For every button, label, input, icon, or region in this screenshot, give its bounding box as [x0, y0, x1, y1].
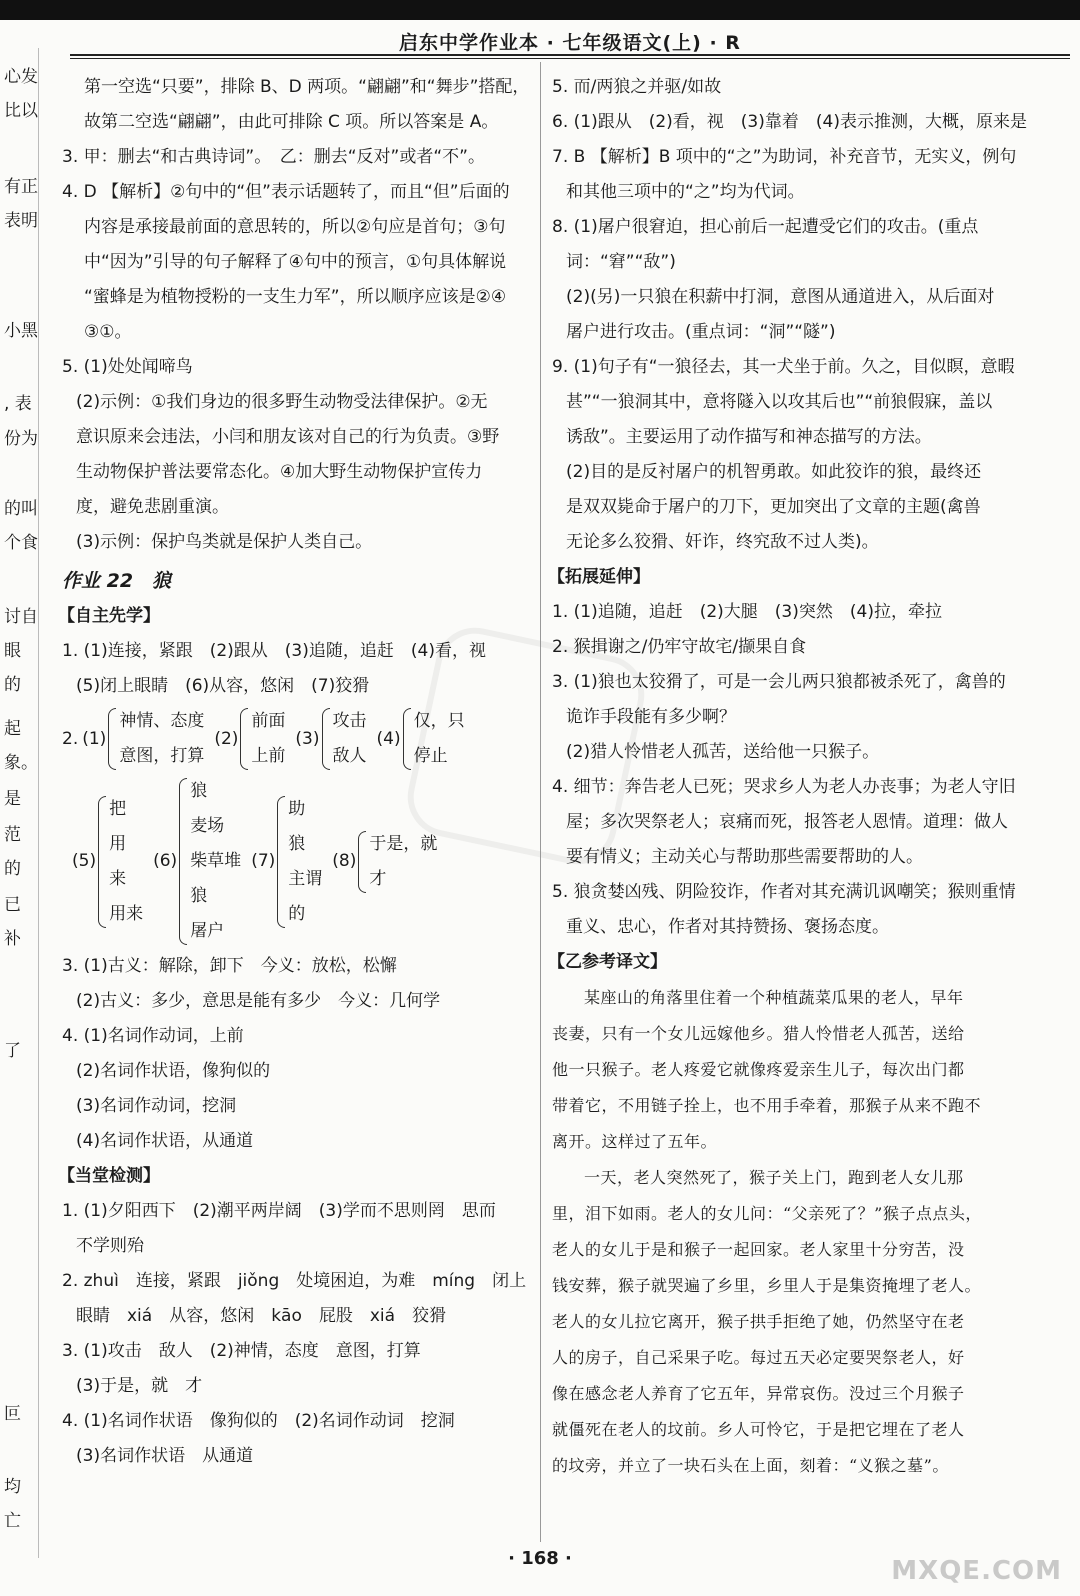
- brace-item: 才: [369, 868, 387, 889]
- margin-fragment: 比以: [4, 101, 38, 121]
- brace-item: 狼: [288, 833, 306, 854]
- answer-4: 4. D 【解析】②句中的“但”表示话题转了，而且“但”后面的: [62, 182, 510, 202]
- answer-8: 8. (1)屠户很窘迫，担心前后一起遭受它们的攻击。(重点: [552, 217, 979, 237]
- brace-group-row-2: [62, 774, 532, 949]
- margin-fragment: 亡: [4, 1511, 21, 1531]
- answer-5: 5. (1)处处闻啼鸟: [62, 357, 193, 377]
- text-line: (2)目的是反衬屠户的机智勇敢。如此狡诈的狼，最终还: [566, 462, 982, 482]
- text-line: 和其他三项中的“之”均为代词。: [566, 182, 805, 202]
- margin-fragment: 叵: [4, 1404, 21, 1424]
- text-line: 屋；多次哭祭老人；哀痛而死，报答老人恩情。道理：做人: [566, 812, 1008, 832]
- text-line: (3)名词作状语 从通道: [76, 1446, 254, 1466]
- answer-2: 2. zhuì 连接，紧跟 jiǒng 处境困迫，为难 míng 闭上: [62, 1271, 527, 1291]
- text-line: (2)古义：多少，意思是能有多少 今义：几何学: [76, 991, 441, 1011]
- margin-fragment: 已: [4, 895, 21, 915]
- brace-item: 狼: [190, 781, 208, 801]
- margin-fragment: 心发: [4, 67, 38, 87]
- text-line: 故第二空选“翩翩”，由此可排除 C 项。所以答案是 A。: [84, 112, 499, 132]
- answer-4: 4. (1)名词作状语 像狗似的 (2)名词作动词 挖洞: [62, 1411, 455, 1431]
- text-line: (2)名词作状语，像狗似的: [76, 1061, 271, 1081]
- text-line: 要有情义；主动关心与帮助那些需要帮助的人。: [566, 847, 923, 867]
- text-line: 诡诈手段能有多少啊？: [566, 707, 736, 727]
- watermark-logo: MXQE.COM: [891, 1556, 1062, 1586]
- answer-3: 3. 甲：删去“和古典诗词”。 乙：删去“反对”或者“不”。: [62, 147, 485, 167]
- translation-paragraph-1: [552, 980, 1057, 1160]
- text-line: (2)猎人怜惜老人孤苦，送给他一只猴子。: [566, 742, 880, 762]
- text-line: 一天，老人突然死了，猴子关上门，跑到老人女儿那: [584, 1168, 964, 1187]
- answer-5: 5. 狼贪婪凶残、阴险狡诈，作者对其充满讥讽嘲笑；猴则重情: [552, 882, 1016, 902]
- right-column: [548, 70, 1057, 1484]
- margin-fragment: 的叫: [4, 499, 38, 519]
- brace-row-content: [72, 774, 447, 949]
- brace-group-number: (5): [72, 851, 97, 871]
- answer-6: 6. (1)跟从 (2)看，视 (3)靠着 (4)表示推测，大概，原来是: [552, 112, 1027, 132]
- text-line: 离开。这样过了五年。: [552, 1132, 718, 1151]
- text-line: (3)于是，就 才: [76, 1376, 203, 1396]
- text-line: 眼睛 xiá 从容，悠闲 kāo 屁股 xiá 狡猾: [76, 1306, 447, 1326]
- brace-item: 屠户: [190, 921, 225, 941]
- brace-item: 前面: [251, 711, 286, 731]
- brace-item: 仅，只: [413, 711, 465, 731]
- brace-group: [82, 704, 204, 774]
- answer-4: 4. (1)名词作动词，上前: [62, 1026, 244, 1046]
- margin-fragment: 均: [4, 1477, 21, 1497]
- brace-group-number: (3): [295, 728, 320, 749]
- translation-paragraph-2: [552, 1160, 1057, 1484]
- left-column: [58, 70, 532, 1474]
- answer-2: 2. 猴揖谢之/仍牢守故宅/撷果自食: [552, 637, 807, 657]
- brace-item: 助: [288, 798, 306, 819]
- brace-bracket: [98, 796, 106, 928]
- margin-fragment: 个食: [4, 533, 38, 553]
- section-heading: 【拓展延伸】: [548, 567, 650, 587]
- brace-item: 来: [109, 868, 127, 889]
- text-line: 生动物保护普法要常态化。④加大野生动物保护宣传力: [76, 462, 483, 482]
- brace-group: [153, 774, 241, 949]
- text-line: 里，泪下如雨。老人的女儿问：“父亲死了？”猴子点点头，: [552, 1204, 982, 1223]
- answer-7: 7. B 【解析】B 项中的“之”为助词，补充音节，无实义，例句: [552, 147, 1017, 167]
- brace-item: 把: [109, 798, 127, 819]
- text-line: 老人的女儿拉它离开，猴子拱手拒绝了她，仍然坚守在老: [552, 1312, 965, 1331]
- top-edge-bar: [0, 0, 1080, 20]
- text-line: 甚”“一狼洞其中，意将隧入以攻其后也”“前狼假寐，盖以: [566, 392, 993, 412]
- brace-group: [377, 704, 465, 774]
- margin-fragment: 份为: [4, 429, 38, 449]
- text-line: 屠户进行攻击。(重点词：“洞”“隧”): [566, 322, 836, 342]
- brace-group: [332, 827, 437, 897]
- text-line: (2)(另)一只狼在积薪中打洞，意图从通道进入，从后面对: [566, 287, 995, 307]
- brace-group-row-1: [62, 704, 532, 774]
- brace-bracket: [322, 708, 330, 770]
- text-line: 无论多么狡猾、奸诈，终究敌不过人类)。: [566, 532, 879, 552]
- brace-group: [251, 792, 322, 932]
- text-line: 中“因为”引导的句子解释了④句中的预言，①句具体解说: [84, 252, 507, 272]
- brace-item: 停止: [413, 746, 448, 766]
- margin-fragment: 的: [4, 675, 21, 695]
- text-line: (4)名词作状语，从通道: [76, 1131, 254, 1151]
- brace-group-number: (2): [214, 728, 239, 749]
- brace-item: 神情、态度: [119, 711, 205, 731]
- text-line: 重义、忠心，作者对其持赞扬、褒扬态度。: [566, 917, 889, 937]
- answer-1: 1. (1)连接，紧跟 (2)跟从 (3)追随，追赶 (4)看，视: [62, 641, 486, 661]
- brace-bracket: [179, 778, 187, 945]
- section-heading: 【乙参考译文】: [548, 952, 667, 972]
- margin-fragment: , 表: [4, 394, 32, 414]
- text-line: 某座山的角落里住着一个种植蔬菜瓜果的老人，早年: [584, 988, 964, 1007]
- section-heading: 【自主先学】: [58, 606, 160, 626]
- text-line: 内容是承接最前面的意思转的，所以②句应是首句；③句: [84, 217, 506, 237]
- answer-9: 9. (1)句子有“一狼径去，其一犬坐于前。久之，目似瞑，意暇: [552, 357, 1015, 377]
- text-line: (3)名词作动词，挖洞: [76, 1096, 237, 1116]
- text-line: (2)示例：①我们身边的很多野生动物受法律保护。②无: [76, 392, 488, 412]
- margin-fragment: 有正: [4, 177, 38, 197]
- brace-item: 上前: [251, 746, 286, 766]
- brace-bracket: [403, 708, 411, 770]
- margin-fragment: 小黑: [4, 321, 38, 341]
- text-line: 不学则殆: [76, 1236, 144, 1256]
- text-line: 钱安葬，猴子就哭遍了乡里，乡里人于是集资掩埋了老人。: [552, 1276, 982, 1295]
- brace-item: 狼: [190, 886, 208, 906]
- text-line: 老人的女儿于是和猴子一起回家。老人家里十分穷苦，没: [552, 1240, 965, 1259]
- header-rule-thin: [70, 58, 1070, 59]
- text-line: 带着它，不用链子拴上，也不用手牵着，那猴子从来不跑不: [552, 1096, 982, 1115]
- brace-item: 麦场: [190, 816, 225, 836]
- margin-fragment: 的: [4, 859, 21, 879]
- answer-1: 1. (1)追随，追赶 (2)大腿 (3)突然 (4)拉，牵拉: [552, 602, 942, 622]
- text-line: 意识原来会违法，小闫和朋友该对自己的行为负责。③野: [76, 427, 500, 447]
- brace-group: [214, 704, 285, 774]
- previous-page-margin-fragments: [0, 58, 42, 1558]
- margin-fragment: 眼: [4, 641, 21, 661]
- answer-1: 1. (1)夕阳西下 (2)潮平两岸阔 (3)学而不思则罔 思而: [62, 1201, 496, 1221]
- margin-fragment: 讨自: [4, 607, 38, 627]
- margin-fragment: 象。: [4, 753, 38, 773]
- text-line: 是双双毙命于屠户的刀下，更加突出了文章的主题(禽兽: [566, 497, 981, 517]
- margin-fragment: 补: [4, 929, 21, 949]
- assignment-title: 作业 22 狼: [62, 570, 172, 592]
- margin-fragment: 范: [4, 825, 21, 845]
- brace-bracket: [358, 831, 366, 893]
- brace-group-number: (1): [82, 728, 107, 749]
- answer-4: 4. 细节：奔告老人已死；哭求乡人为老人办丧事；为老人守旧: [552, 777, 1016, 797]
- page-number: · 168 ·: [508, 1548, 572, 1569]
- text-line: 诱敌”。主要运用了动作描写和神态描写的方法。: [566, 427, 932, 447]
- text-line: 的坟旁，并立了一块石头在上面，刻着：“义猴之墓”。: [552, 1456, 949, 1475]
- text-line: “蜜蜂是为植物授粉的一支生力军”，所以顺序应该是②④: [84, 287, 507, 307]
- text-line: 度，避免悲剧重演。: [76, 497, 229, 517]
- margin-fragment: 表明: [4, 211, 38, 231]
- answer-3: 3. (1)狼也太狡猾了，可是一会儿两只狼都被杀死了，禽兽的: [552, 672, 1006, 692]
- header-rule: [70, 54, 1070, 56]
- margin-fragment: 了: [4, 1041, 21, 1061]
- text-line: 第一空选“只要”，排除 B、D 两项。“翩翩”和“舞步”搭配，: [84, 77, 530, 97]
- brace-item: 主谓: [288, 868, 323, 889]
- brace-group-number: (7): [251, 851, 276, 871]
- brace-item: 的: [288, 903, 306, 924]
- brace-bracket: [240, 708, 248, 770]
- brace-row-content: [82, 704, 474, 774]
- brace-group: [72, 792, 143, 932]
- text-line: 人的房子，自己采果子吃。每过五天必定要哭祭老人，好: [552, 1348, 965, 1367]
- brace-item: 用来: [109, 903, 144, 924]
- text-line: (3)示例：保护鸟类就是保护人类自己。: [76, 532, 373, 552]
- section-heading: 【当堂检测】: [58, 1166, 160, 1186]
- margin-fragment: 是: [4, 789, 21, 809]
- text-line: 丧妻，只有一个女儿远嫁他乡。猎人怜惜老人孤苦，送给: [552, 1024, 965, 1043]
- answer-5: 5. 而/两狼之并驱/如故: [552, 77, 722, 97]
- text-line: 词：“窘”“敌”): [566, 252, 676, 272]
- brace-item: 攻击: [332, 711, 367, 731]
- answer-3: 3. (1)古义：解除，卸下 今义：放松，松懈: [62, 956, 397, 976]
- text-line: ③①。: [84, 322, 132, 342]
- brace-item: 于是，就: [369, 833, 438, 854]
- answer-3: 3. (1)攻击 敌人 (2)神情，态度 意图，打算: [62, 1341, 421, 1361]
- brace-group-number: (6): [153, 851, 178, 871]
- margin-fragment: 起: [4, 719, 21, 739]
- brace-item: 柴草堆: [190, 851, 242, 871]
- text-line: 就僵死在老人的坟前。乡人可怜它，于是把它埋在了老人: [552, 1420, 965, 1439]
- brace-group-number: (8): [332, 851, 357, 871]
- text-line: 像在感念老人养育了它五年，异常哀伤。没过三个月猴子: [552, 1384, 965, 1403]
- answer-2-number: 2.: [62, 728, 79, 749]
- brace-item: 敌人: [332, 746, 367, 766]
- brace-item: 用: [109, 833, 127, 854]
- text-line: (5)闭上眼睛 (6)从容，悠闲 (7)狡猾: [76, 676, 370, 696]
- brace-item: 意图，打算: [119, 746, 205, 766]
- brace-group: [295, 704, 366, 774]
- brace-bracket: [108, 708, 116, 770]
- brace-bracket: [277, 796, 285, 928]
- page-header-title: 启东中学作业本 · 七年级语文(上) · R: [399, 32, 741, 54]
- text-line: 他一只猴子。老人疼爱它就像疼爱亲生儿子，每次出门都: [552, 1060, 965, 1079]
- brace-group-number: (4): [376, 728, 401, 749]
